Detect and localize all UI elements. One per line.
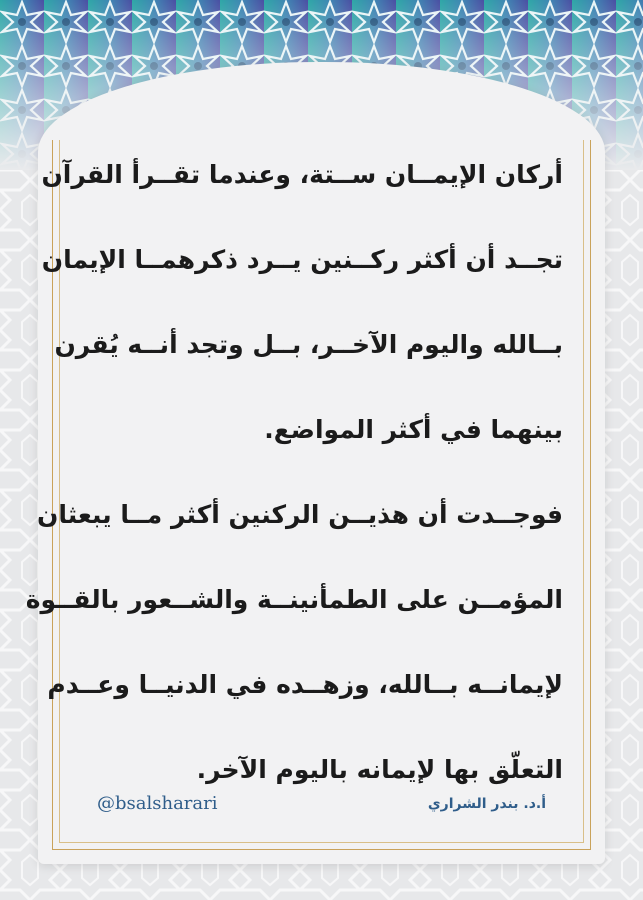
poem-line: التعلّق بها لإيمانه باليوم الآخر. [196,755,563,784]
poem-line: لإيمانــه بــالله، وزهــده في الدنيــا وعــدم [47,670,563,699]
poem-line: بينهما في أكثر المواضع. [264,415,563,444]
author-handle: @bsalsharari [97,793,218,814]
poem-line: بــالله واليوم الآخــر، بــل وتجد أنــه يُقرن [54,330,563,359]
poem-line: فوجــدت أن هذيــن الركنين أكثر مــا يبعثان [36,500,563,529]
poem-line: أركان الإيمــان ســتة، وعندما تقــرأ القرآن [41,160,563,189]
poem-text [25,150,563,830]
poem-line: المؤمــن على الطمأنينــة والشــعور بالقــوة [25,585,563,614]
author-name: أ.د. بندر الشراري [427,796,546,812]
poem-line: تجــد أن أكثر ركــنين يــرد ذكرهمــا الإيمان [41,245,563,274]
